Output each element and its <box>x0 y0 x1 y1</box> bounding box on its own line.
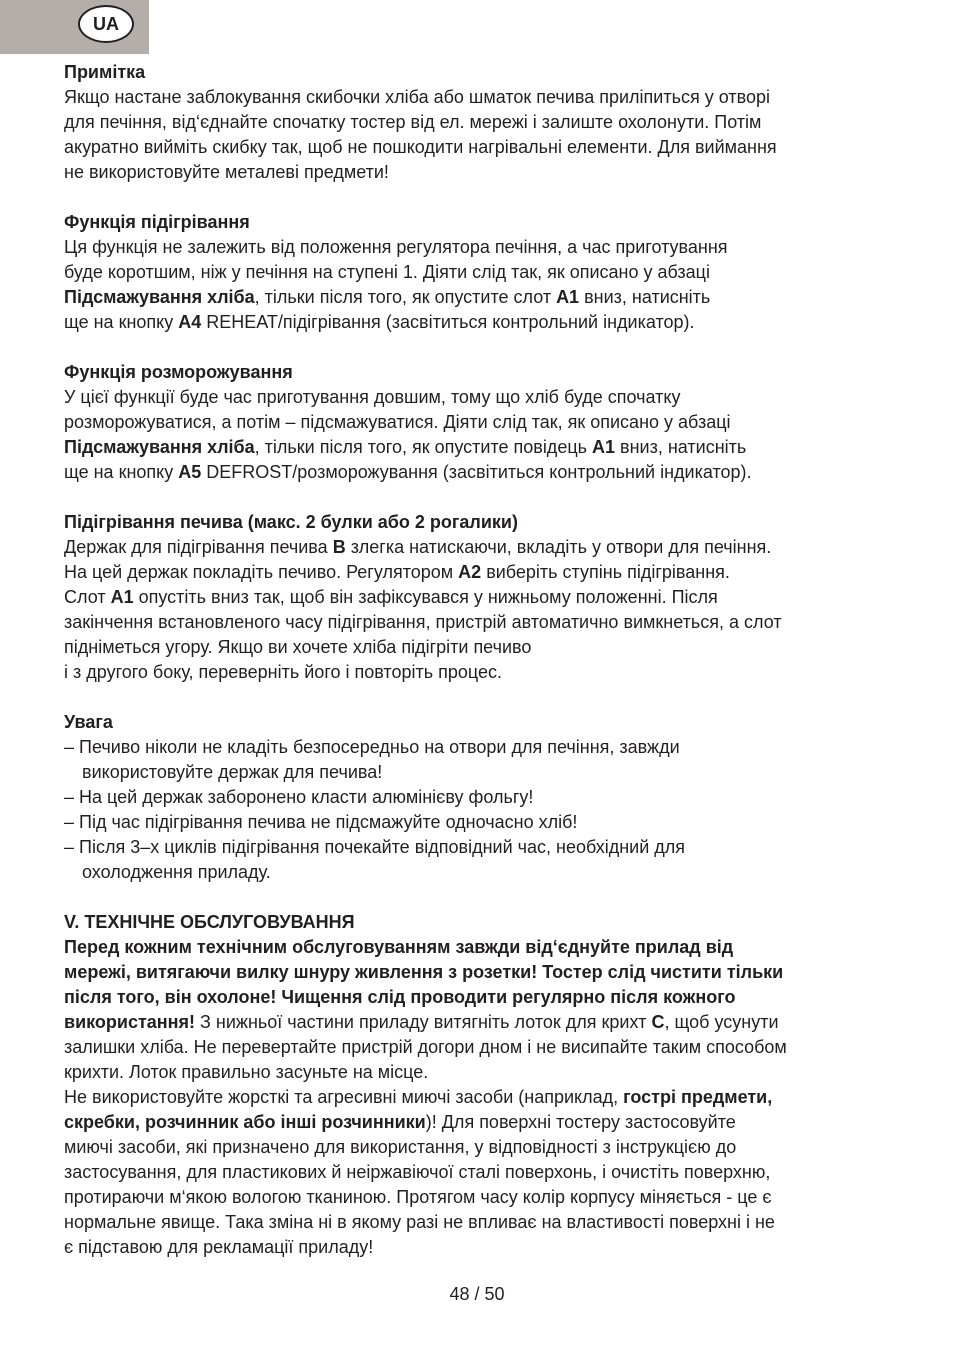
maintenance-line: крихти. Лоток правильно засуньте на місце. <box>64 1062 429 1082</box>
pastry-heading: Підігрівання печива (макс. 2 булки або 2 рогалики) <box>64 512 518 532</box>
text-run: , тільки після того, як опустите слот <box>254 287 557 307</box>
note-line: для печіння, від‘єднайте спочатку тостер від ел. мережі і залиште охолонути. Потім <box>64 112 762 132</box>
reheat-line: Ця функція не залежить від положення регулятора печіння, а час приготування <box>64 237 728 257</box>
maintenance-line: застосування, для пластикових й неіржавіючої сталі поверхонь, і очистіть поверхню, <box>64 1162 771 1182</box>
maintenance-heading: V. ТЕХНІЧНЕ ОБСЛУГОВУВАННЯ <box>64 912 355 932</box>
note-line: Якщо настане заблокування скибочки хліба або шматок печива приліпиться у отворі <box>64 87 770 107</box>
maintenance-line: після того, він охолоне! Чищення слід проводити регулярно після кожного <box>64 987 736 1007</box>
language-badge: UA <box>78 5 134 43</box>
text-run: , щоб усунути <box>664 1012 779 1032</box>
pastry-line: підніметься угору. Якщо ви хочете хліба підігріти печиво <box>64 637 532 657</box>
text-run: ще на кнопку <box>64 462 179 482</box>
reheat-line <box>64 310 904 335</box>
warning-item-continued: охолодження приладу. <box>82 862 271 882</box>
text-run: З нижньої частини приладу витягніть лоток для крихт <box>195 1012 652 1032</box>
maintenance-line: Перед кожним технічним обслуговуванням завжди від‘єднуйте прилад від <box>64 937 734 957</box>
defrost-line: розморожуватися, а потім – підсмажуватися. Діяти слід так, як описано у абзаці <box>64 412 731 432</box>
page-content <box>64 60 904 1260</box>
warning-item: – Після 3–х циклів підігрівання почекайте відповідний час, необхідний для <box>64 837 685 857</box>
reheat-line: буде коротшим, ніж у печіння на ступені 1. Діяти слід так, як описано у абзаці <box>64 262 710 282</box>
language-tab <box>0 0 149 54</box>
maintenance-line: мережі, витягаючи вилку шнуру живлення з розетки! Тостер слід чистити тільки <box>64 962 784 982</box>
text-run: , тільки після того, як опустите повідець <box>254 437 593 457</box>
defrost-line: У цієї функції буде час приготування довшим, тому що хліб буде спочатку <box>64 387 681 407</box>
maintenance-line <box>64 1110 904 1135</box>
text-run: ще на кнопку <box>64 312 179 332</box>
bold-term: A1 <box>110 587 134 607</box>
bold-term: гострі предмети, <box>623 1087 773 1107</box>
text-run: Держак для підігрівання печива <box>64 537 333 557</box>
defrost-line <box>64 435 904 460</box>
bold-term: B <box>332 537 346 557</box>
text-run: DEFROST/розморожування (засвітиться контрольний індикатор). <box>201 462 752 482</box>
text-run: вниз, натисніть <box>615 437 747 457</box>
text-run: злегка натискаючи, вкладіть у отвори для печіння. <box>345 537 772 557</box>
maintenance-section <box>64 910 904 1260</box>
defrost-section <box>64 360 904 485</box>
maintenance-line: є підставою для рекламації приладу! <box>64 1237 374 1257</box>
text-run: Слот <box>64 587 111 607</box>
warning-item: – На цей держак заборонено класти алюмінієву фольгу! <box>64 787 534 807</box>
text-run: опустіть вниз так, щоб він зафіксувався у нижньому положенні. Після <box>133 587 718 607</box>
bold-term: A1 <box>556 287 580 307</box>
pastry-line <box>64 585 904 610</box>
defrost-line <box>64 460 904 485</box>
bold-term: Підсмажування хліба <box>64 287 255 307</box>
maintenance-line: протираючи м‘якою вологою тканиною. Протягом часу колір корпусу міняється - це є <box>64 1187 772 1207</box>
text-run: виберіть ступінь підігрівання. <box>481 562 730 582</box>
note-line: акуратно вийміть скибку так, щоб не пошкодити нагрівальні елементи. Для виймання <box>64 137 777 157</box>
warning-item-continued: використовуйте держак для печива! <box>82 762 383 782</box>
text-run: )! Для поверхні тостеру застосовуйте <box>425 1112 736 1132</box>
bold-term: використання! <box>64 1012 196 1032</box>
bold-term: A5 <box>178 462 202 482</box>
note-line: не використовуйте металеві предмети! <box>64 162 389 182</box>
text-run: вниз, натисніть <box>579 287 711 307</box>
reheat-heading: Функція підігрівання <box>64 212 250 232</box>
bold-term: A1 <box>592 437 616 457</box>
text-run: На цей держак покладіть печиво. Регулятором <box>64 562 459 582</box>
maintenance-line: миючі засоби, які призначено для використання, у відповідності з інструкцією до <box>64 1137 737 1157</box>
bold-term: Підсмажування хліба <box>64 437 255 457</box>
note-heading: Примітка <box>64 62 146 82</box>
maintenance-line <box>64 1085 904 1110</box>
warning-item: – Печиво ніколи не кладіть безпосередньо на отвори для печіння, завжди <box>64 737 680 757</box>
note-section <box>64 60 904 185</box>
maintenance-line <box>64 1010 904 1035</box>
pastry-line: і з другого боку, переверніть його і повторіть процес. <box>64 662 502 682</box>
maintenance-line: залишки хліба. Не перевертайте пристрій догори дном і не висипайте таким способом <box>64 1037 787 1057</box>
warning-heading: Увага <box>64 712 113 732</box>
pastry-line <box>64 560 904 585</box>
warning-item: – Під час підігрівання печива не підсмажуйте одночасно хліб! <box>64 812 578 832</box>
reheat-section <box>64 210 904 335</box>
text-run: REHEAT/підігрівання (засвітиться контрольний індикатор). <box>201 312 695 332</box>
text-run: Не використовуйте жорсткі та агресивні миючі засоби (наприклад, <box>64 1087 624 1107</box>
reheat-line <box>64 285 904 310</box>
bold-term: A4 <box>178 312 202 332</box>
maintenance-line: нормальне явище. Така зміна ні в якому разі не впливає на властивості поверхні і не <box>64 1212 775 1232</box>
pastry-section <box>64 510 904 685</box>
bold-term: A2 <box>458 562 482 582</box>
pastry-line <box>64 535 904 560</box>
pastry-line: закінчення встановленого часу підігрівання, пристрій автоматично вимкнеться, а слот <box>64 612 782 632</box>
page-number: 48 / 50 <box>449 1284 505 1304</box>
warning-section <box>64 710 904 885</box>
defrost-heading: Функція розморожування <box>64 362 293 382</box>
bold-term: C <box>651 1012 665 1032</box>
bold-term: скребки, розчинник або інші розчинники <box>64 1112 426 1132</box>
